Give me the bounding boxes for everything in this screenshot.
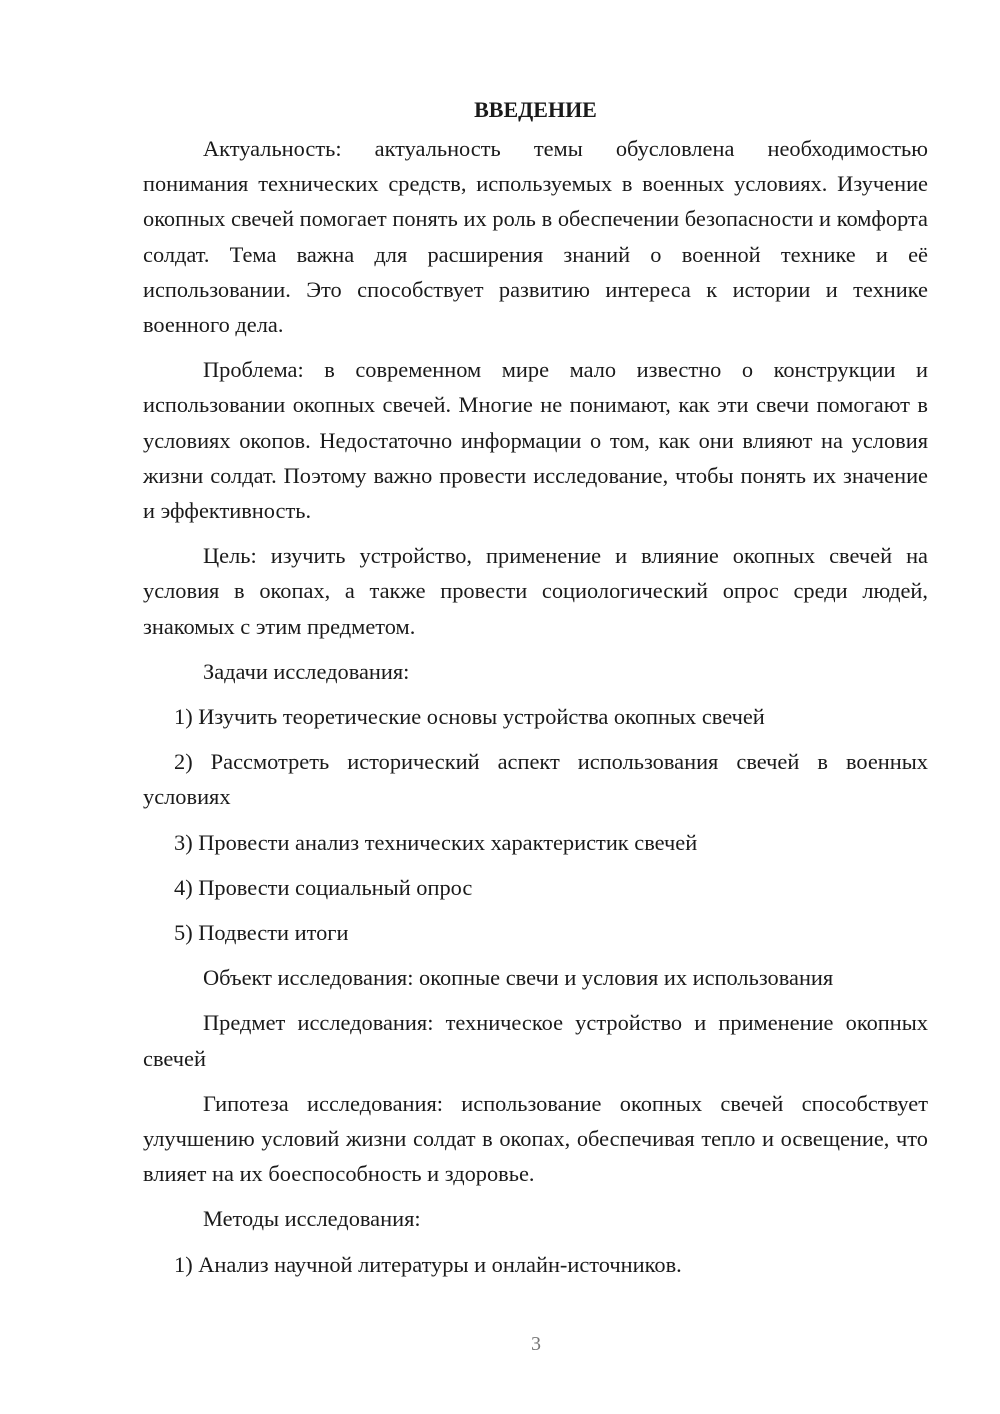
- paragraph-subject: Предмет исследования: техническое устройство и применение окопных свечей: [143, 1010, 928, 1071]
- method-item-1: 1) Анализ научной литературы и онлайн-источников.: [174, 1251, 682, 1277]
- paragraph-problem: Проблема: в современном мире мало известно о конструкции и использовании окопных свечей. Многие не понимают, как эти свечи помогают в условиях окопов. Недостаточно информации о том, как они влияют на условия жизни солдат. Поэтому важно провести исследование, чтобы понять их значение и эффективность.: [143, 357, 928, 524]
- task-item-2: 2) Рассмотреть исторический аспект использования свечей в военных условиях: [143, 749, 928, 810]
- task-item-3: 3) Провести анализ технических характеристик свечей: [174, 829, 698, 855]
- task-item-1: 1) Изучить теоретические основы устройства окопных свечей: [174, 704, 765, 730]
- paragraph-goal: Цель: изучить устройство, применение и влияние окопных свечей на условия в окопах, а также провести социологический опрос среди людей, знакомых с этим предметом.: [143, 543, 928, 639]
- paragraph-object: Объект исследования: окопные свечи и условия их использования: [203, 965, 834, 991]
- methods-heading: Методы исследования:: [203, 1206, 421, 1232]
- paragraph-relevance: Актуальность: актуальность темы обусловлена необходимостью понимания технических средств, используемых в военных условиях. Изучение окопных свечей помогает понять их роль в обеспечении безопасности и комфорта солдат. Тема важна для расширения знаний о военной технике и её использовании. Это способствует развитию интереса к истории и технике военного дела.: [143, 136, 928, 338]
- page-number: 3: [531, 1333, 541, 1355]
- section-title: ВВЕДЕНИЕ: [474, 97, 597, 122]
- tasks-heading: Задачи исследования:: [203, 658, 410, 684]
- paragraph-hypothesis: Гипотеза исследования: использование окопных свечей способствует улучшению условий жизни солдат в окопах, обеспечивая тепло и освещение, что влияет на их боеспособность и здоровье.: [143, 1090, 928, 1187]
- document-page: [143, 92, 928, 1292]
- task-item-4: 4) Провести социальный опрос: [174, 874, 473, 900]
- task-item-5: 5) Подвести итоги: [174, 920, 349, 946]
